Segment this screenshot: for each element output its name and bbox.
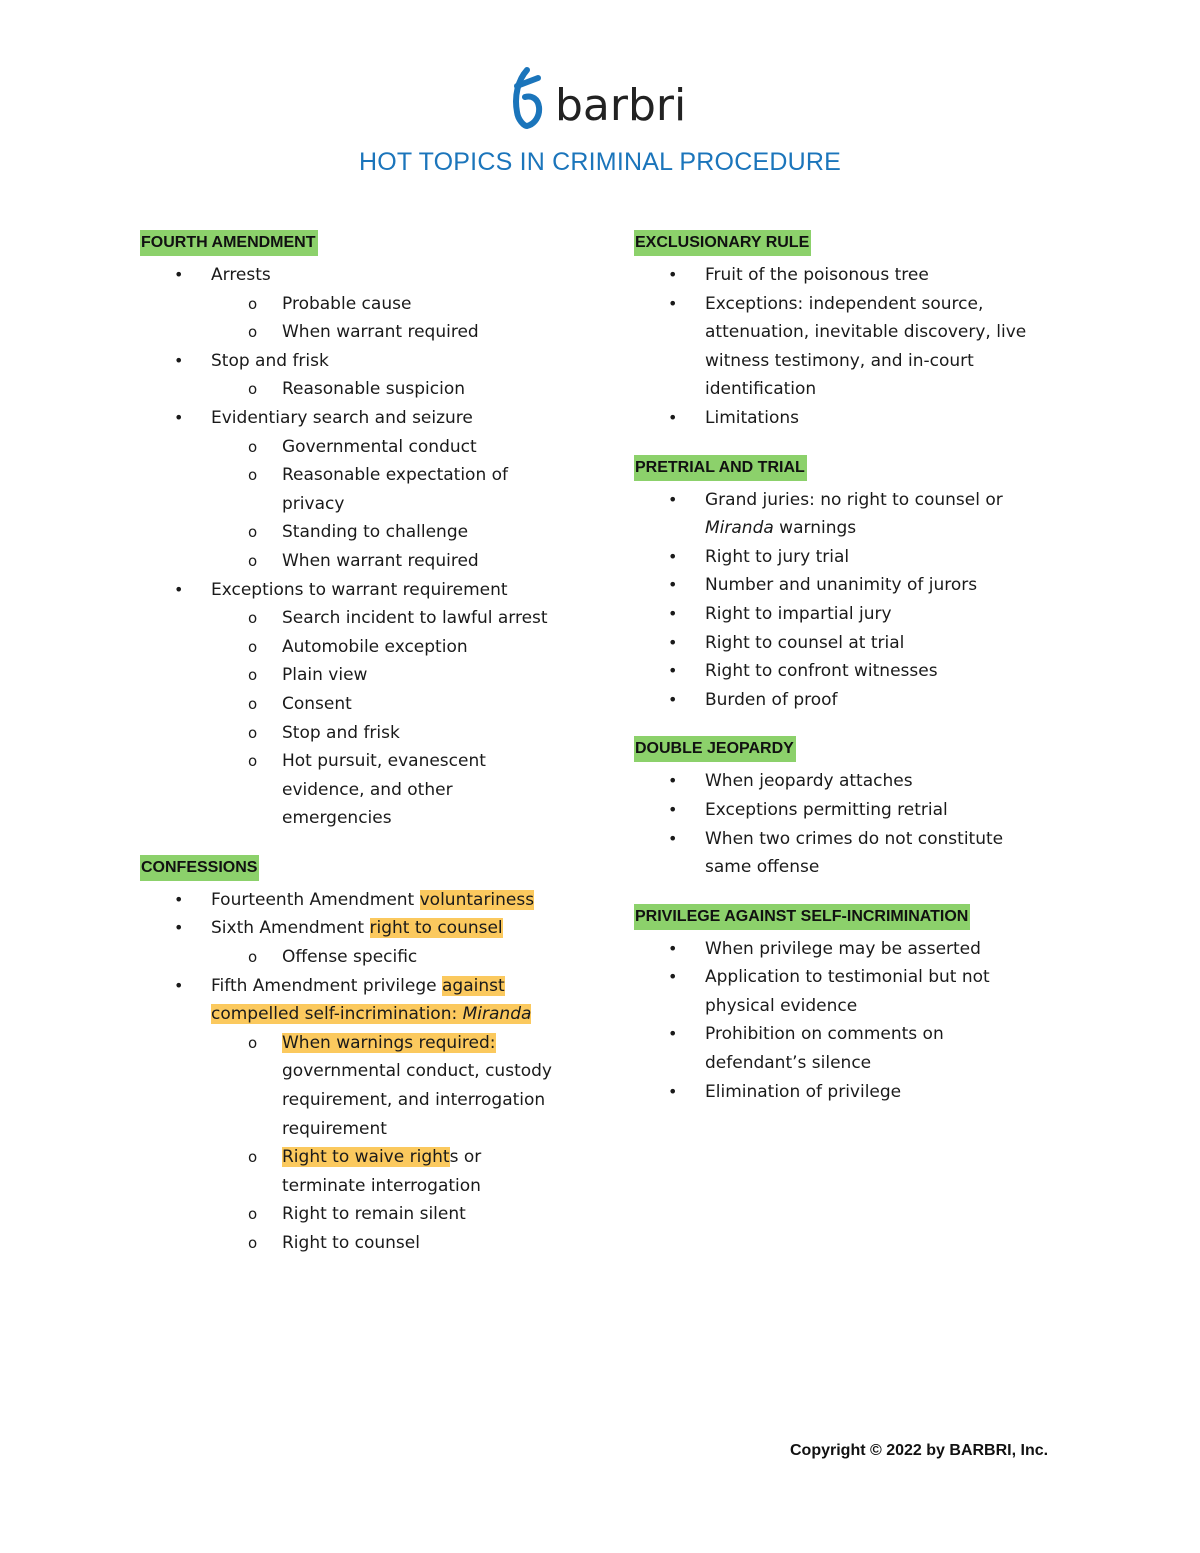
section-privilege-against-self-incrimination	[634, 904, 1074, 1107]
list-item: • Number and unanimity of jurors	[634, 571, 1074, 600]
highlighted-text: right to counsel	[369, 918, 503, 939]
section-heading: FOURTH AMENDMENT	[140, 230, 318, 256]
list-item: • Limitations	[634, 404, 1074, 433]
topic-list	[140, 261, 580, 833]
list-item: o Right to remain silent	[140, 1200, 580, 1229]
line-text: Application to testimonial but not	[705, 967, 990, 988]
copyright-notice: Copyright © 2022 by BARBRI, Inc.	[790, 1442, 1049, 1459]
line-text: Grand juries: no right to counsel or	[705, 489, 1003, 510]
barbri-logo-icon	[505, 66, 705, 132]
list-item: • Right to impartial jury	[634, 600, 1074, 629]
line-text: attenuation, inevitable discovery, live	[705, 322, 1027, 343]
line-text: Exceptions: independent source,	[705, 293, 984, 314]
list-item: o When warrant required	[140, 547, 580, 576]
topic-list	[634, 261, 1074, 433]
line-text: physical evidence	[705, 995, 858, 1016]
line-text: Reasonable expectation of	[282, 465, 509, 486]
line-text: witness testimony, and in-court	[705, 350, 974, 371]
topic-list	[634, 486, 1074, 715]
line-text: identification	[705, 379, 817, 400]
line-text: warnings	[773, 518, 857, 539]
section-heading: PRIVILEGE AGAINST SELF-INCRIMINATION	[634, 904, 970, 930]
highlighted-text: against	[442, 975, 505, 996]
list-item	[634, 825, 1074, 882]
list-item	[634, 1020, 1074, 1077]
topic-list	[634, 767, 1074, 881]
list-item	[140, 747, 580, 833]
list-item	[634, 486, 1074, 543]
line-text: same offense	[705, 857, 820, 878]
barbri-logo	[505, 66, 705, 132]
list-item	[140, 972, 580, 1029]
list-item: • Arrests	[140, 261, 580, 290]
line-text: emergencies	[282, 808, 392, 829]
section-exclusionary-rule	[634, 230, 1074, 433]
list-item: • Exceptions to warrant requirement	[140, 576, 580, 605]
list-item: o Search incident to lawful arrest	[140, 604, 580, 633]
list-item: • Right to counsel at trial	[634, 629, 1074, 658]
list-item: o Plain view	[140, 661, 580, 690]
left-column	[140, 230, 580, 1280]
line-text: s or	[449, 1147, 482, 1168]
list-item	[140, 1029, 580, 1143]
section-confessions	[140, 855, 580, 1258]
case-name: Miranda	[705, 518, 774, 539]
line-text: requirement, and interrogation	[282, 1090, 546, 1111]
list-item: • Right to jury trial	[634, 543, 1074, 572]
section-heading: DOUBLE JEOPARDY	[634, 736, 796, 762]
line-text: Fourteenth Amendment	[211, 889, 420, 910]
section-heading: EXCLUSIONARY RULE	[634, 230, 811, 256]
line-text: governmental conduct, custody	[282, 1061, 552, 1082]
list-item: o Governmental conduct	[140, 433, 580, 462]
list-item: o Right to counsel	[140, 1229, 580, 1258]
list-item: o Stop and frisk	[140, 719, 580, 748]
page-title: HOT TOPICS IN CRIMINAL PROCEDURE	[359, 148, 841, 176]
section-heading: CONFESSIONS	[140, 855, 259, 881]
list-item	[634, 963, 1074, 1020]
list-item: • Elimination of privilege	[634, 1078, 1074, 1107]
list-item: o Reasonable suspicion	[140, 375, 580, 404]
highlighted-text: voluntariness	[419, 889, 535, 910]
list-item: • When jeopardy attaches	[634, 767, 1074, 796]
line-text: terminate interrogation	[282, 1175, 481, 1196]
line-text: defendant’s silence	[705, 1053, 872, 1074]
section-double-jeopardy	[634, 736, 1074, 881]
list-item: o When warrant required	[140, 318, 580, 347]
topic-list	[140, 886, 580, 1258]
list-item: • Burden of proof	[634, 686, 1074, 715]
logo-wordmark: barbri	[555, 80, 687, 131]
list-item: o Probable cause	[140, 290, 580, 319]
list-item	[634, 290, 1074, 404]
line-text: evidence, and other	[282, 779, 453, 800]
right-column	[634, 230, 1074, 1128]
list-item: • Right to confront witnesses	[634, 657, 1074, 686]
line-text: Sixth Amendment	[211, 918, 370, 939]
section-pretrial-and-trial	[634, 455, 1074, 715]
list-item	[140, 914, 580, 943]
list-item: • Fruit of the poisonous tree	[634, 261, 1074, 290]
line-text: compelled self-incrimination:	[211, 1004, 463, 1025]
list-item: o Standing to challenge	[140, 518, 580, 547]
list-item: • When privilege may be asserted	[634, 935, 1074, 964]
highlighted-text	[211, 1004, 531, 1024]
line-text: Fifth Amendment privilege	[211, 975, 442, 996]
list-item	[140, 886, 580, 915]
list-item: o Offense specific	[140, 943, 580, 972]
highlighted-text: Right to waive right	[282, 1147, 450, 1168]
list-item: o Consent	[140, 690, 580, 719]
case-name: Miranda	[462, 1004, 532, 1025]
line-text: privacy	[282, 493, 345, 514]
list-item	[140, 461, 580, 518]
line-text: Prohibition on comments on	[705, 1024, 944, 1045]
line-text: Hot pursuit, evanescent	[282, 751, 486, 772]
list-item: • Stop and frisk	[140, 347, 580, 376]
topic-list	[634, 935, 1074, 1107]
section-fourth-amendment	[140, 230, 580, 833]
section-heading: PRETRIAL AND TRIAL	[634, 455, 807, 481]
list-item: • Exceptions permitting retrial	[634, 796, 1074, 825]
highlighted-text: When warnings required:	[282, 1032, 496, 1053]
line-text: When two crimes do not constitute	[705, 828, 1004, 849]
list-item: • Evidentiary search and seizure	[140, 404, 580, 433]
line-text: requirement	[282, 1118, 387, 1139]
list-item	[140, 1143, 580, 1200]
list-item: o Automobile exception	[140, 633, 580, 662]
